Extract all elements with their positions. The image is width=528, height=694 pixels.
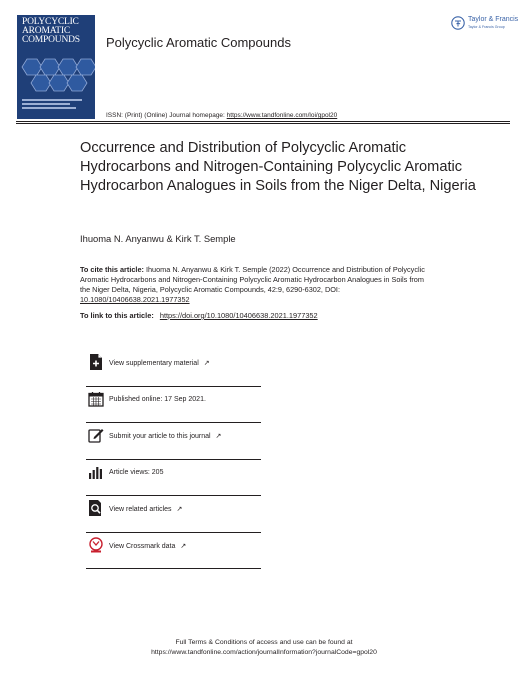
link-label: To link to this article: (80, 311, 154, 320)
article-authors[interactable]: Ihuoma N. Anyanwu & Kirk T. Semple (80, 233, 236, 244)
info-item-related[interactable] (86, 496, 261, 533)
publisher-group: Taylor & Francis Group (468, 25, 505, 29)
info-item-crossmark[interactable] (86, 533, 261, 570)
footer (0, 638, 528, 657)
issn-line (106, 112, 337, 119)
header-divider (16, 121, 510, 122)
external-link-icon: ↗ (203, 360, 210, 367)
external-link-icon: ↗ (176, 506, 183, 513)
article-title: Occurrence and Distribution of Polycyclic Aromatic Hydrocarbons and Nitrogen-Containing Polycyclic Aromatic Hydrocarbon Analogues in Soils from the Niger Delta, Nigeria (80, 140, 476, 194)
external-link-icon: ↗ (215, 433, 222, 440)
info-item-label: View supplementary material (109, 360, 199, 367)
info-item-views (86, 460, 261, 497)
info-item-label: View related articles (109, 506, 172, 513)
issn-text: ISSN: (Print) (Online) Journal homepage: (106, 112, 225, 119)
tf-logo-icon (451, 16, 465, 30)
citation-block (80, 265, 430, 305)
article-doi-link[interactable]: https://doi.org/10.1080/10406638.2021.1977352 (159, 311, 318, 320)
info-item-submit[interactable] (86, 423, 261, 460)
journal-homepage-link[interactable]: https://www.tandfonline.com/loi/gpol20 (226, 112, 338, 119)
calendar-icon (88, 391, 104, 407)
cover-title (22, 18, 80, 45)
info-item-label: View Crossmark data (109, 542, 176, 550)
info-item-label: Submit your article to this journal (109, 433, 211, 440)
cover-text-line (22, 103, 70, 105)
edit-icon (88, 427, 104, 443)
publisher-name: Taylor & Francis (468, 16, 519, 23)
article-link-line (80, 311, 318, 320)
publisher-logo[interactable] (451, 15, 517, 35)
cite-label: To cite this article: (80, 265, 144, 274)
bar-chart-icon (88, 464, 104, 480)
journal-cover (17, 15, 95, 119)
header-divider-thin (16, 123, 510, 124)
cite-doi-link[interactable]: 10.1080/10406638.2021.1977352 (80, 294, 190, 304)
info-item-label: Article views: 205 (109, 468, 164, 476)
info-item-published (86, 387, 261, 424)
supplementary-file-icon (88, 354, 104, 370)
cover-title-line: AROMATIC (22, 26, 71, 36)
footer-text: Full Terms & Conditions of access and use can be found at (175, 639, 353, 646)
search-document-icon (88, 500, 104, 516)
journal-title[interactable]: Polycyclic Aromatic Compounds (106, 35, 291, 50)
footer-terms-link[interactable]: https://www.tandfonline.com/action/journalInformation?journalCode=gpol20 (151, 648, 377, 656)
info-item-supplementary[interactable] (86, 350, 261, 387)
cover-title-line: COMPOUNDS (22, 35, 80, 45)
info-item-label: Published online: 17 Sep 2021. (109, 395, 206, 403)
cite-text: Ihuoma N. Anyanwu & Kirk T. Semple (2022) Occurrence and Distribution of Polycyclic Aromatic Hydrocarbons and Nitrogen-Containing Polycyclic Aromatic Hydrocarbon Analogues in Soils from the Niger Delta, Nigeria, Polycyclic Aromatic Compounds, 42:9, 6290-6302, DOI: (80, 265, 425, 294)
hexagon-pattern-icon (17, 55, 95, 95)
article-info-list (86, 350, 261, 569)
cover-text-line (22, 99, 82, 101)
external-link-icon: ↗ (180, 542, 187, 550)
crossmark-icon (88, 537, 104, 553)
cover-title-line: POLYCYCLIC (22, 17, 79, 27)
cover-text-line (22, 107, 76, 109)
